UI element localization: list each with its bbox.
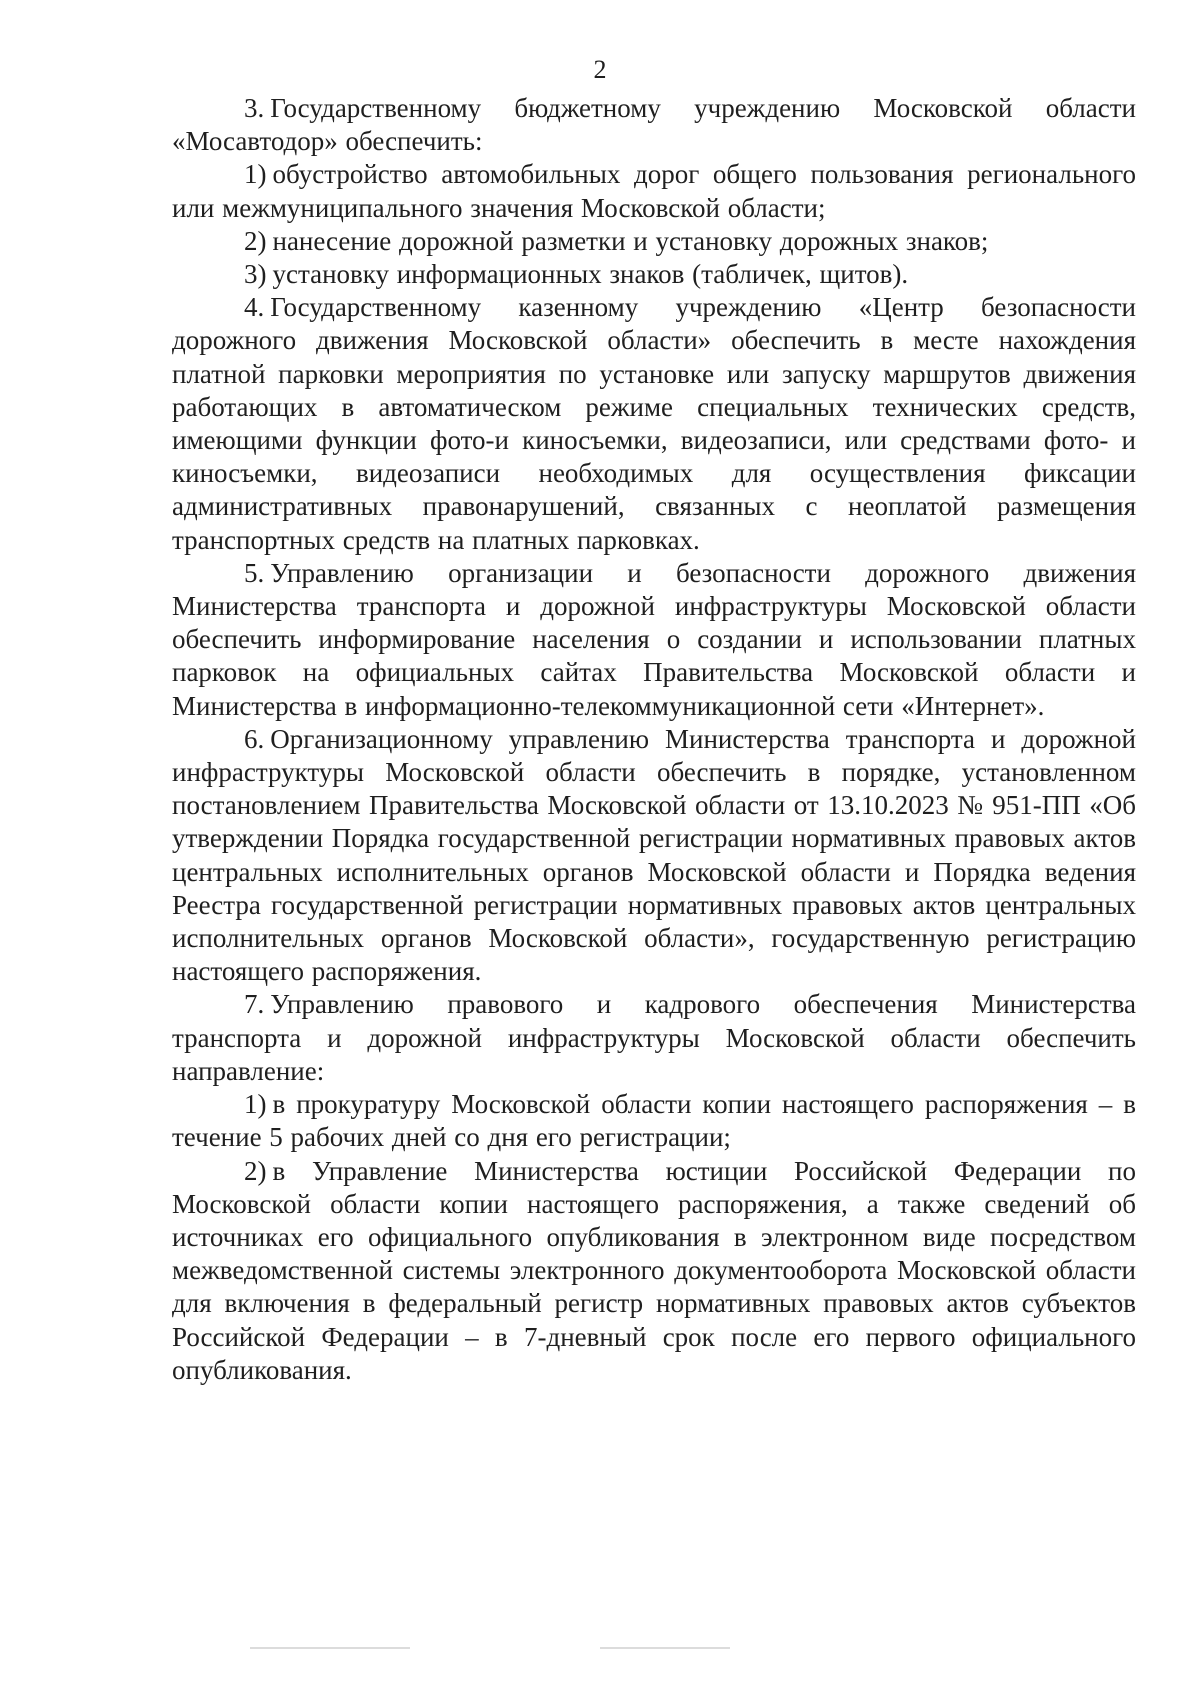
scan-artifact-line xyxy=(600,1647,730,1649)
subitem-text: нанесение дорожной разметки и установку дорожных знаков; xyxy=(272,225,989,256)
scan-artifact-line xyxy=(250,1647,410,1649)
subitem-number: 2) xyxy=(244,1155,267,1186)
subitem-number: 1) xyxy=(244,159,267,190)
paragraph-text: Государственному казенному учреждению «Центр безопасности дорожного движения Московской области» обеспечить в месте нахождения платной парковки мероприятия по установке или запуску маршрутов движения работающих в автоматическом режиме специальных технических средств, имеющими функции фото-и киносъемки, видеозаписи, или средствами фото- и киносъемки, видеозаписи необходимых для осуществления фиксации административных правонарушений, связанных с неоплатой размещения транспортных средств на платных парковках. xyxy=(172,292,1136,555)
paragraph-number: 7. xyxy=(244,989,265,1020)
subitem-text: обустройство автомобильных дорог общего пользования регионального или межмуниципального значения Московской области; xyxy=(172,159,1136,223)
paragraph-6 xyxy=(172,723,1136,989)
paragraph-number: 6. xyxy=(244,723,265,754)
paragraph-3 xyxy=(172,92,1136,158)
subitem-7-2 xyxy=(172,1155,1136,1387)
page-number: 2 xyxy=(593,55,607,84)
subitem-number: 1) xyxy=(244,1089,267,1120)
paragraph-number: 3. xyxy=(244,93,265,123)
paragraph-text: Организационному управлению Министерства транспорта и дорожной инфраструктуры Московской области обеспечить в порядке, установленном постановлением Правительства Московской области от 13.10.2023 № 951-ПП «Об утверждении Порядка государственной регистрации нормативных правовых актов центральных исполнительных органов Московской области и Порядка ведения Реестра государственной регистрации нормативных правовых актов центральных исполнительных органов Московской области», государственную регистрацию настоящего распоряжения. xyxy=(172,723,1136,987)
subitem-text: в прокуратуру Московской области копии настоящего распоряжения – в течение 5 рабочих дней со дня его регистрации; xyxy=(172,1089,1136,1153)
subitem-text: в Управление Министерства юстиции Российской Федерации по Московской области копии настоящего распоряжения, а также сведений об источниках его официального опубликования в электронном виде посредством межведомственной системы электронного документооборота Московской области для включения в федеральный регистр нормативных правовых актов субъектов Российской Федерации – в 7-дневный срок после его первого официального опубликования. xyxy=(172,1155,1136,1385)
paragraph-5 xyxy=(172,557,1136,723)
paragraph-number: 5. xyxy=(244,557,265,588)
subitem-3-3 xyxy=(172,258,1136,291)
paragraph-4 xyxy=(172,291,1136,557)
paragraph-text: Управлению правового и кадрового обеспечения Министерства транспорта и дорожной инфраструктуры Московской области обеспечить направление: xyxy=(172,989,1136,1086)
paragraph-text: Управлению организации и безопасности дорожного движения Министерства транспорта и дорожной инфраструктуры Московской области обеспечить информирование населения о создании и использовании платных парковок на официальных сайтах Правительства Московской области и Министерства в информационно-телекоммуникационной сети «Интернет». xyxy=(172,557,1136,721)
subitem-7-1 xyxy=(172,1088,1136,1154)
subitem-number: 2) xyxy=(244,225,267,256)
paragraph-7 xyxy=(172,988,1136,1088)
document-body xyxy=(172,92,1136,1387)
subitem-3-1 xyxy=(172,158,1136,224)
subitem-3-2 xyxy=(172,225,1136,258)
subitem-text: установку информационных знаков (табличек, щитов). xyxy=(272,259,909,290)
subitem-number: 3) xyxy=(244,259,267,290)
paragraph-text: Государственному бюджетному учреждению Московской области «Мосавтодор» обеспечить: xyxy=(172,93,1136,157)
paragraph-number: 4. xyxy=(244,292,265,323)
